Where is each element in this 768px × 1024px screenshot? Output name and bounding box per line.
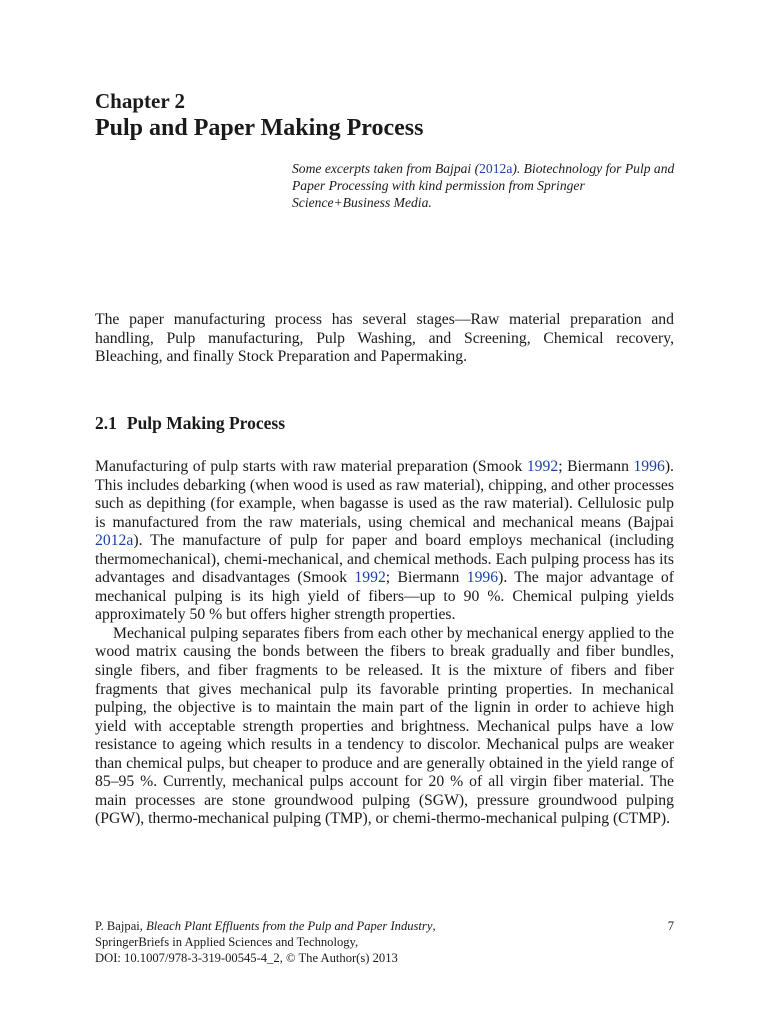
paragraph-text: ; Biermann (385, 569, 467, 587)
footer-citation-line (95, 918, 674, 934)
paragraph-text: ). The manufacture of pulp for paper and board employs mechanical (including thermomechanical), chemi-mechanical, and chemical methods. Each pulping process has its advantages and disadvantages (Smook (95, 532, 674, 587)
section-heading (95, 413, 285, 434)
paragraph-text: Manufacturing of pulp starts with raw material preparation (Smook (95, 458, 527, 475)
paragraph-text: ; Biermann (558, 458, 634, 475)
chapter-title: Pulp and Paper Making Process (95, 115, 424, 141)
footer-book-title: Bleach Plant Effluents from the Pulp and Paper Industry (146, 919, 433, 933)
citation-link-smook-1992[interactable]: 1992 (526, 458, 559, 475)
epigraph-text-start: Some excerpts taken from Bajpai ( (292, 161, 480, 176)
epigraph (292, 160, 682, 211)
citation-link-bajpai-2012a[interactable]: 2012a (95, 532, 134, 550)
section-body (95, 458, 674, 829)
paragraph-text: ). The major advantage of mechanical pulping is its high yield of fibers—up to 90 %. Chemical pulping yields approximately 50 % but offers higher strength properties. (95, 569, 674, 624)
citation-link-smook-1992[interactable]: 1992 (354, 569, 386, 587)
paragraph-text: ). This includes debarking (when wood is used as raw material), chipping, and other processes such as depithing (for example, when bagasse is used as the raw material). Cellulosic pulp is manufactured from the raw materials, using chemical and mechanical means (Bajpai (95, 458, 674, 531)
citation-link-biermann-1996[interactable]: 1996 (633, 458, 665, 475)
body-paragraph-1 (95, 458, 674, 625)
section-number: 2.1 (95, 413, 117, 433)
footer-doi: DOI: 10.1007/978-3-319-00545-4_2, © The Author(s) 2013 (95, 951, 398, 965)
page-number: 7 (667, 919, 674, 933)
footer-comma: , (432, 919, 436, 933)
footer-author: P. Bajpai, (95, 919, 147, 933)
chapter-label: Chapter 2 (95, 89, 186, 113)
citation-link-bajpai-2012a[interactable]: 2012a (479, 161, 513, 176)
page-footer (95, 918, 674, 966)
footer-series: SpringerBriefs in Applied Sciences and Technology, (95, 935, 359, 949)
epigraph-text-end: ). Biotechnology for Pulp and Paper Processing with kind permission from Springer Science+Business Media. (292, 161, 675, 210)
citation-link-biermann-1996[interactable]: 1996 (466, 569, 499, 587)
section-title: Pulp Making Process (126, 413, 286, 433)
intro-paragraph: The paper manufacturing process has several stages—Raw material preparation and handling, Pulp manufacturing, Pulp Washing, and Screening, Chemical recovery, Bleaching, and finally Stock Preparation and Papermaking. (95, 311, 674, 365)
body-paragraph-2: Mechanical pulping separates fibers from each other by mechanical energy applied to the wood matrix causing the bonds between the fibers to break gradually and fiber bundles, single fibers, and fiber fragments to be released. It is the mixture of fibers and fiber fragments that gives mechanical pulp its favorable printing properties. In mechanical pulping, the objective is to maintain the main part of the lignin in order to achieve high yield with acceptable strength properties and brightness. Mechanical pulps have a low resistance to ageing which results in a tendency to discolor. Mechanical pulps are weaker than chemical pulps, but cheaper to produce and are generally obtained in the yield range of 85–95 %. Currently, mechanical pulps account for 20 % of all virgin fiber material. The main processes are stone groundwood pulping (SGW), pressure groundwood pulping (PGW), thermo-mechanical pulping (TMP), or chemi-thermo-mechanical pulping (CTMP). (95, 624, 674, 828)
